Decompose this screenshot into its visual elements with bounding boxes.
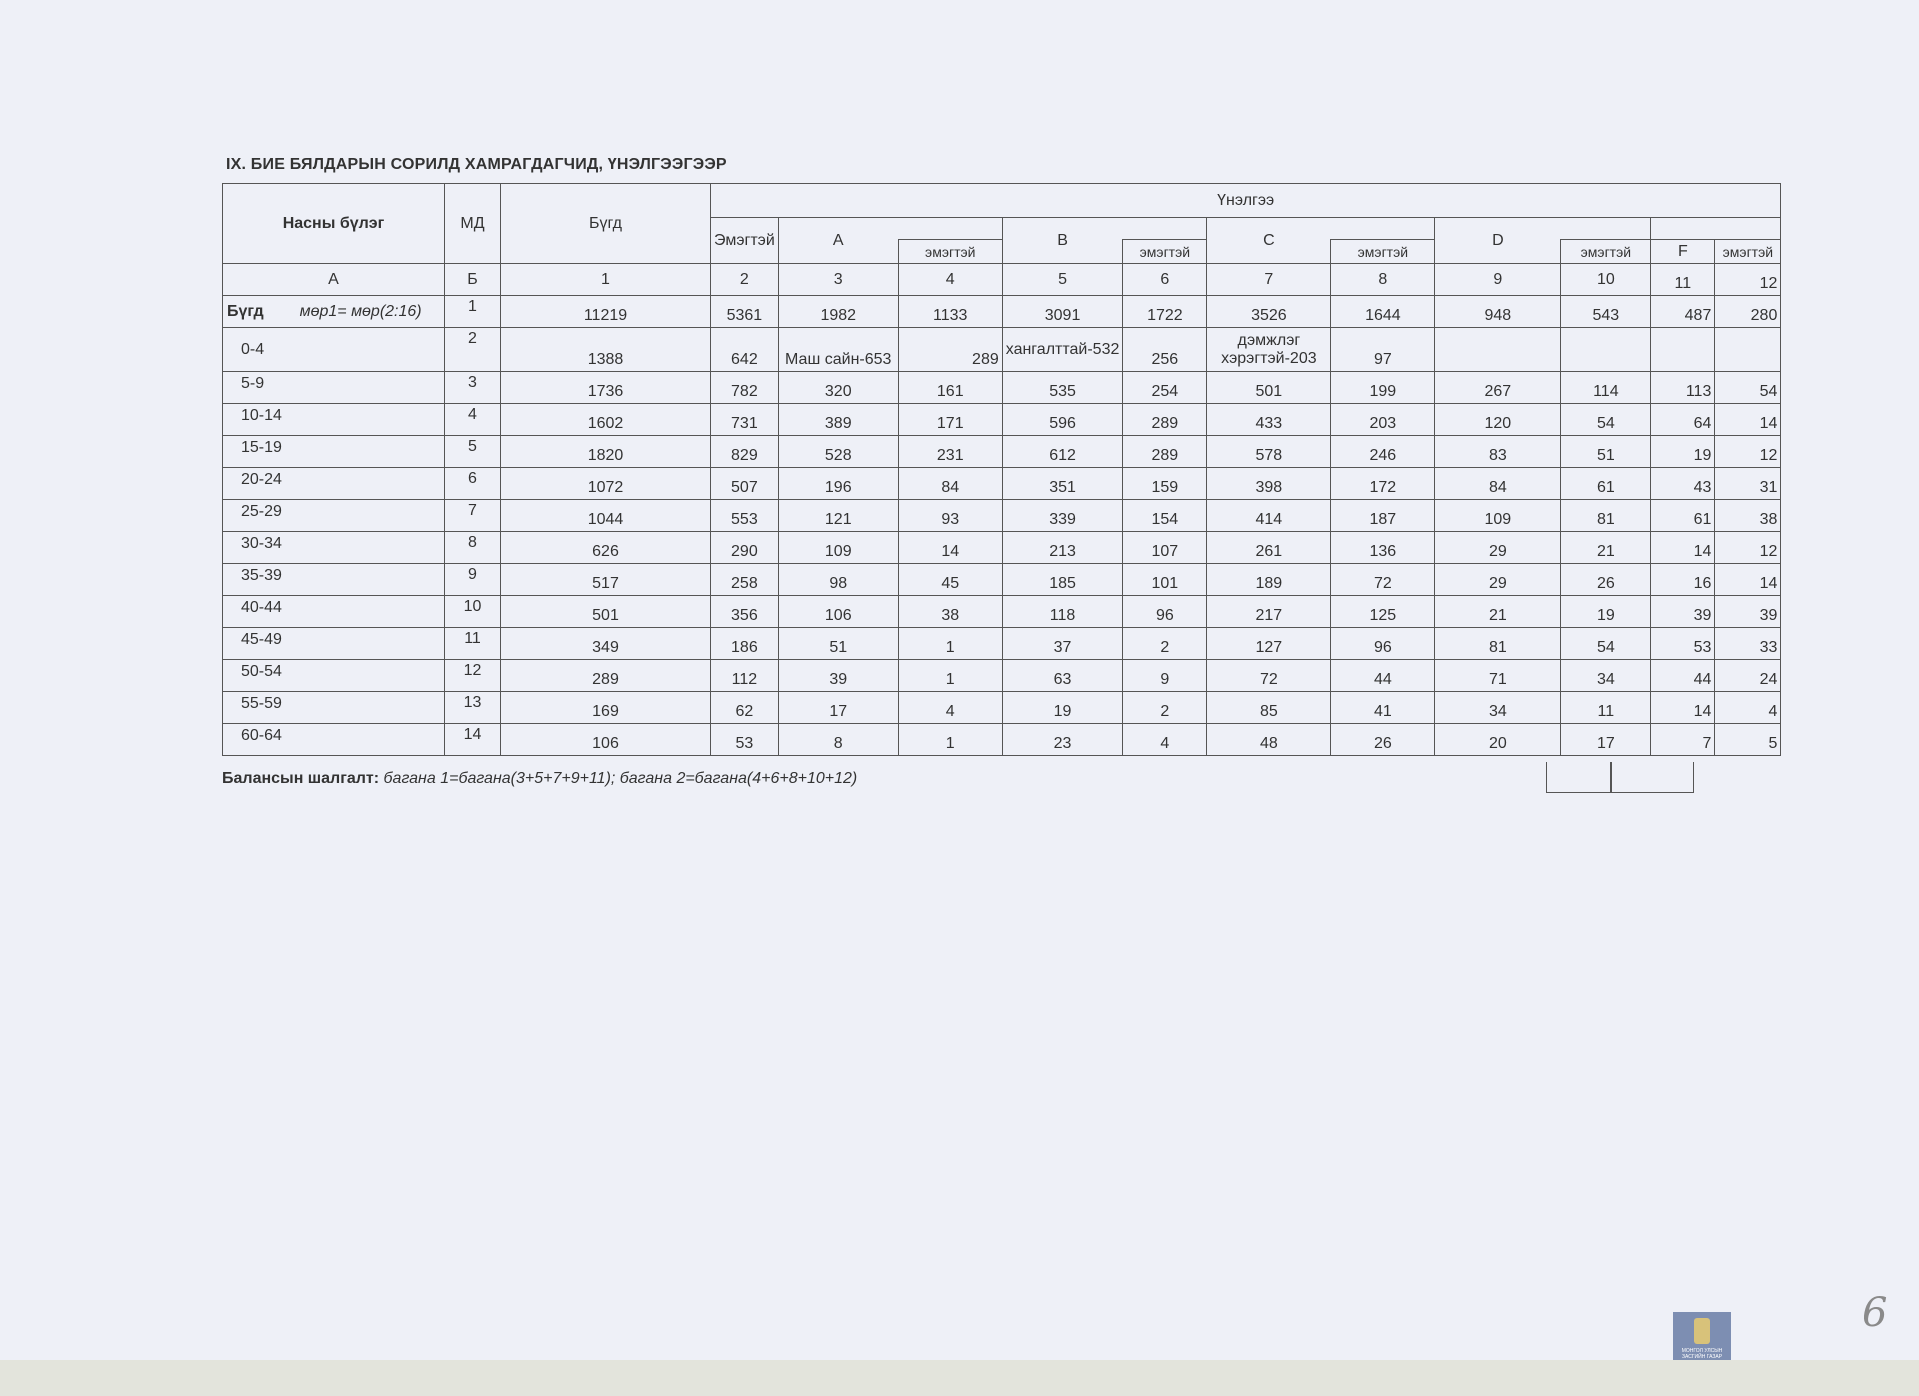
total-row-label — [223, 296, 445, 328]
age-label: 60-64 — [223, 724, 445, 756]
value-cell: 84 — [898, 468, 1002, 500]
value-cell: 14 — [1715, 564, 1781, 596]
value-cell: 217 — [1207, 596, 1331, 628]
value-cell: 642 — [711, 328, 779, 372]
value-cell: 23 — [1002, 724, 1123, 756]
value-cell: 1736 — [501, 372, 711, 404]
value-cell: 5361 — [711, 296, 779, 328]
value-cell: 1 — [898, 660, 1002, 692]
value-cell: 39 — [1651, 596, 1715, 628]
value-cell: 109 — [1435, 500, 1561, 532]
value-cell: 4 — [1123, 724, 1207, 756]
value-cell: 289 — [1123, 436, 1207, 468]
col-code: Б — [445, 264, 501, 296]
md-cell: 11 — [445, 628, 501, 660]
md-cell: 10 — [445, 596, 501, 628]
md-cell: 7 — [445, 500, 501, 532]
header-total: Бүгд — [501, 184, 711, 264]
grade-a-note: Маш сайн-653 — [778, 328, 898, 372]
value-cell: 14 — [1651, 532, 1715, 564]
empty-cell — [1715, 328, 1781, 372]
value-cell: 106 — [778, 596, 898, 628]
value-cell: 96 — [1123, 596, 1207, 628]
header-age-group: Насны бүлэг — [223, 184, 445, 264]
value-cell: 51 — [1561, 436, 1651, 468]
value-cell: 172 — [1331, 468, 1435, 500]
md-cell: 3 — [445, 372, 501, 404]
value-cell: 17 — [1561, 724, 1651, 756]
value-cell: 9 — [1123, 660, 1207, 692]
value-cell: 72 — [1331, 564, 1435, 596]
table-row — [223, 692, 1781, 724]
value-cell: 349 — [501, 628, 711, 660]
value-cell: 81 — [1561, 500, 1651, 532]
value-cell: 53 — [1651, 628, 1715, 660]
value-cell: 543 — [1561, 296, 1651, 328]
age-label: 30-34 — [223, 532, 445, 564]
value-cell: 356 — [711, 596, 779, 628]
value-cell: 1 — [898, 724, 1002, 756]
md-cell: 14 — [445, 724, 501, 756]
value-cell: 389 — [778, 404, 898, 436]
value-cell: 62 — [711, 692, 779, 724]
value-cell: 553 — [711, 500, 779, 532]
col-code: 6 — [1123, 264, 1207, 296]
value-cell: 289 — [1123, 404, 1207, 436]
table-row — [223, 372, 1781, 404]
value-cell: 189 — [1207, 564, 1331, 596]
value-cell: 12 — [1715, 436, 1781, 468]
value-cell: 31 — [1715, 468, 1781, 500]
age-label: 40-44 — [223, 596, 445, 628]
balance-text: багана 1=багана(3+5+7+9+11); багана 2=багана(4+6+8+10+12) — [383, 770, 858, 787]
table-row — [223, 296, 1781, 328]
table-row — [223, 628, 1781, 660]
header-grade-a-spacer — [898, 218, 1002, 240]
value-cell: 3526 — [1207, 296, 1331, 328]
value-cell: 14 — [1651, 692, 1715, 724]
value-cell: 507 — [711, 468, 779, 500]
value-cell: 320 — [778, 372, 898, 404]
value-cell: 14 — [1715, 404, 1781, 436]
header-grade-b: B — [1002, 218, 1123, 264]
value-cell: 101 — [1123, 564, 1207, 596]
value-cell: 256 — [1123, 328, 1207, 372]
value-cell: 2 — [1123, 692, 1207, 724]
value-cell: 34 — [1561, 660, 1651, 692]
value-cell: 782 — [711, 372, 779, 404]
value-cell: 61 — [1561, 468, 1651, 500]
value-cell: 16 — [1651, 564, 1715, 596]
value-cell: 254 — [1123, 372, 1207, 404]
value-cell: 51 — [778, 628, 898, 660]
header-female: Эмэгтэй — [711, 218, 779, 264]
col-code: 2 — [711, 264, 779, 296]
md-cell: 2 — [445, 328, 501, 372]
value-cell: 29 — [1435, 564, 1561, 596]
soyombo-emblem-icon — [1694, 1318, 1710, 1344]
value-cell: 26 — [1561, 564, 1651, 596]
col-code: 12 — [1715, 264, 1781, 296]
md-cell: 12 — [445, 660, 501, 692]
empty-cell — [1435, 328, 1561, 372]
value-cell: 112 — [711, 660, 779, 692]
header-grade-c-spacer — [1331, 218, 1435, 240]
col-code: 10 — [1561, 264, 1651, 296]
header-grade-b-spacer — [1123, 218, 1207, 240]
value-cell: 53 — [711, 724, 779, 756]
value-cell: 1 — [898, 628, 1002, 660]
value-cell: 1820 — [501, 436, 711, 468]
value-cell: 24 — [1715, 660, 1781, 692]
value-cell: 203 — [1331, 404, 1435, 436]
value-cell: 21 — [1561, 532, 1651, 564]
header-a-female: эмэгтэй — [898, 240, 1002, 264]
value-cell: 39 — [1715, 596, 1781, 628]
value-cell: 1072 — [501, 468, 711, 500]
header-c-female: эмэгтэй — [1331, 240, 1435, 264]
table-row — [223, 436, 1781, 468]
value-cell: 45 — [898, 564, 1002, 596]
balance-box-12 — [1610, 762, 1694, 793]
table-row — [223, 184, 1781, 218]
grade-c-note: дэмжлэг хэрэгтэй-203 — [1207, 328, 1331, 372]
value-cell: 4 — [898, 692, 1002, 724]
value-cell: 127 — [1207, 628, 1331, 660]
value-cell: 1602 — [501, 404, 711, 436]
value-cell: 4 — [1715, 692, 1781, 724]
value-cell: 19 — [1002, 692, 1123, 724]
value-cell: 2 — [1123, 628, 1207, 660]
col-code: 8 — [1331, 264, 1435, 296]
md-cell: 9 — [445, 564, 501, 596]
value-cell: 433 — [1207, 404, 1331, 436]
value-cell: 64 — [1651, 404, 1715, 436]
logo-caption: МОНГОЛ УЛСЫН ЗАСГИЙН ГАЗАР — [1681, 1348, 1723, 1360]
header-grade-f-spacer — [1651, 218, 1781, 240]
value-cell: 21 — [1435, 596, 1561, 628]
col-code: 5 — [1002, 264, 1123, 296]
value-cell: 196 — [778, 468, 898, 500]
md-cell: 5 — [445, 436, 501, 468]
value-cell: 398 — [1207, 468, 1331, 500]
value-cell: 114 — [1561, 372, 1651, 404]
value-cell: 501 — [501, 596, 711, 628]
assessment-table — [222, 183, 1781, 756]
value-cell: 169 — [501, 692, 711, 724]
value-cell: 54 — [1561, 404, 1651, 436]
value-cell: 171 — [898, 404, 1002, 436]
value-cell: 84 — [1435, 468, 1561, 500]
total-label: Бүгд — [227, 302, 264, 320]
value-cell: 185 — [1002, 564, 1123, 596]
value-cell: 54 — [1715, 372, 1781, 404]
value-cell: 3091 — [1002, 296, 1123, 328]
balance-label: Балансын шалгалт: — [222, 770, 380, 787]
value-cell: 8 — [778, 724, 898, 756]
value-cell: 528 — [778, 436, 898, 468]
table-row — [223, 532, 1781, 564]
value-cell: 19 — [1561, 596, 1651, 628]
value-cell: 5 — [1715, 724, 1781, 756]
value-cell: 96 — [1331, 628, 1435, 660]
handwritten-page-number: 6 — [1862, 1290, 1888, 1336]
value-cell: 44 — [1331, 660, 1435, 692]
value-cell: 120 — [1435, 404, 1561, 436]
col-code: 3 — [778, 264, 898, 296]
value-cell: 39 — [778, 660, 898, 692]
grade-b-note: хангалттай-532 — [1002, 328, 1123, 372]
col-code: 1 — [501, 264, 711, 296]
age-label: 50-54 — [223, 660, 445, 692]
value-cell: 351 — [1002, 468, 1123, 500]
value-cell: 289 — [501, 660, 711, 692]
value-cell: 261 — [1207, 532, 1331, 564]
value-cell: 61 — [1651, 500, 1715, 532]
age-label: 25-29 — [223, 500, 445, 532]
header-b-female: эмэгтэй — [1123, 240, 1207, 264]
table-row — [223, 724, 1781, 756]
value-cell: 19 — [1651, 436, 1715, 468]
value-cell: 93 — [898, 500, 1002, 532]
table-row — [223, 660, 1781, 692]
value-cell: 246 — [1331, 436, 1435, 468]
value-cell: 26 — [1331, 724, 1435, 756]
header-rating: Үнэлгээ — [711, 184, 1781, 218]
age-label: 10-14 — [223, 404, 445, 436]
value-cell: 213 — [1002, 532, 1123, 564]
value-cell: 33 — [1715, 628, 1781, 660]
md-cell: 6 — [445, 468, 501, 500]
balance-check-note — [222, 770, 857, 788]
value-cell: 38 — [1715, 500, 1781, 532]
empty-cell — [1651, 328, 1715, 372]
value-cell: 29 — [1435, 532, 1561, 564]
value-cell: 414 — [1207, 500, 1331, 532]
value-cell: 1133 — [898, 296, 1002, 328]
header-d-female: эмэгтэй — [1561, 240, 1651, 264]
value-cell: 63 — [1002, 660, 1123, 692]
value-cell: 339 — [1002, 500, 1123, 532]
age-label: 0-4 — [223, 328, 445, 372]
md-cell: 1 — [445, 296, 501, 328]
value-cell: 280 — [1715, 296, 1781, 328]
table-row — [223, 264, 1781, 296]
value-cell: 106 — [501, 724, 711, 756]
value-cell: 535 — [1002, 372, 1123, 404]
value-cell: 17 — [778, 692, 898, 724]
value-cell: 1644 — [1331, 296, 1435, 328]
value-cell: 154 — [1123, 500, 1207, 532]
age-label: 20-24 — [223, 468, 445, 500]
value-cell: 81 — [1435, 628, 1561, 660]
value-cell: 48 — [1207, 724, 1331, 756]
value-cell: 1044 — [501, 500, 711, 532]
value-cell: 37 — [1002, 628, 1123, 660]
value-cell: 125 — [1331, 596, 1435, 628]
value-cell: 20 — [1435, 724, 1561, 756]
value-cell: 612 — [1002, 436, 1123, 468]
value-cell: 199 — [1331, 372, 1435, 404]
col-code: 7 — [1207, 264, 1331, 296]
table-row — [223, 468, 1781, 500]
value-cell: 517 — [501, 564, 711, 596]
page-title: IX. БИЕ БЯЛДАРЫН СОРИЛД ХАМРАГДАГЧИД, ҮНЭЛГЭЭГЭЭР — [226, 156, 727, 173]
value-cell: 1982 — [778, 296, 898, 328]
md-cell: 8 — [445, 532, 501, 564]
value-cell: 44 — [1651, 660, 1715, 692]
value-cell: 1388 — [501, 328, 711, 372]
value-cell: 43 — [1651, 468, 1715, 500]
col-code: 9 — [1435, 264, 1561, 296]
value-cell: 136 — [1331, 532, 1435, 564]
age-label: 5-9 — [223, 372, 445, 404]
value-cell: 97 — [1331, 328, 1435, 372]
table-row — [223, 404, 1781, 436]
value-cell: 186 — [711, 628, 779, 660]
balance-box-11 — [1546, 762, 1612, 793]
value-cell: 98 — [778, 564, 898, 596]
empty-cell — [1561, 328, 1651, 372]
value-cell: 14 — [898, 532, 1002, 564]
value-cell: 11 — [1561, 692, 1651, 724]
value-cell: 113 — [1651, 372, 1715, 404]
value-cell: 289 — [898, 328, 1002, 372]
value-cell: 12 — [1715, 532, 1781, 564]
value-cell: 578 — [1207, 436, 1331, 468]
value-cell: 38 — [898, 596, 1002, 628]
table-row — [223, 328, 1781, 372]
md-cell: 4 — [445, 404, 501, 436]
table-row — [223, 596, 1781, 628]
header-grade-a: A — [778, 218, 898, 264]
md-cell: 13 — [445, 692, 501, 724]
value-cell: 948 — [1435, 296, 1561, 328]
header-md: МД — [445, 184, 501, 264]
value-cell: 7 — [1651, 724, 1715, 756]
value-cell: 829 — [711, 436, 779, 468]
header-grade-c: C — [1207, 218, 1331, 264]
value-cell: 731 — [711, 404, 779, 436]
value-cell: 290 — [711, 532, 779, 564]
value-cell: 231 — [898, 436, 1002, 468]
value-cell: 159 — [1123, 468, 1207, 500]
value-cell: 161 — [898, 372, 1002, 404]
age-label: 55-59 — [223, 692, 445, 724]
col-code: А — [223, 264, 445, 296]
value-cell: 71 — [1435, 660, 1561, 692]
table-row — [223, 564, 1781, 596]
header-grade-f: F — [1651, 240, 1715, 264]
value-cell: 107 — [1123, 532, 1207, 564]
age-label: 35-39 — [223, 564, 445, 596]
value-cell: 109 — [778, 532, 898, 564]
value-cell: 626 — [501, 532, 711, 564]
age-label: 15-19 — [223, 436, 445, 468]
header-f-female: эмэгтэй — [1715, 240, 1781, 264]
value-cell: 596 — [1002, 404, 1123, 436]
value-cell: 11219 — [501, 296, 711, 328]
value-cell: 258 — [711, 564, 779, 596]
value-cell: 34 — [1435, 692, 1561, 724]
scanner-edge — [0, 1360, 1919, 1396]
value-cell: 72 — [1207, 660, 1331, 692]
value-cell: 41 — [1331, 692, 1435, 724]
value-cell: 121 — [778, 500, 898, 532]
value-cell: 487 — [1651, 296, 1715, 328]
value-cell: 1722 — [1123, 296, 1207, 328]
value-cell: 83 — [1435, 436, 1561, 468]
value-cell: 267 — [1435, 372, 1561, 404]
header-grade-d-spacer — [1561, 218, 1651, 240]
value-cell: 118 — [1002, 596, 1123, 628]
age-label: 45-49 — [223, 628, 445, 660]
value-cell: 501 — [1207, 372, 1331, 404]
col-code: 4 — [898, 264, 1002, 296]
total-formula: мөр1= мөр(2:16) — [299, 302, 422, 320]
value-cell: 85 — [1207, 692, 1331, 724]
table-row — [223, 500, 1781, 532]
value-cell: 187 — [1331, 500, 1435, 532]
value-cell: 54 — [1561, 628, 1651, 660]
col-code: 11 — [1651, 264, 1715, 296]
header-grade-d: D — [1435, 218, 1561, 264]
